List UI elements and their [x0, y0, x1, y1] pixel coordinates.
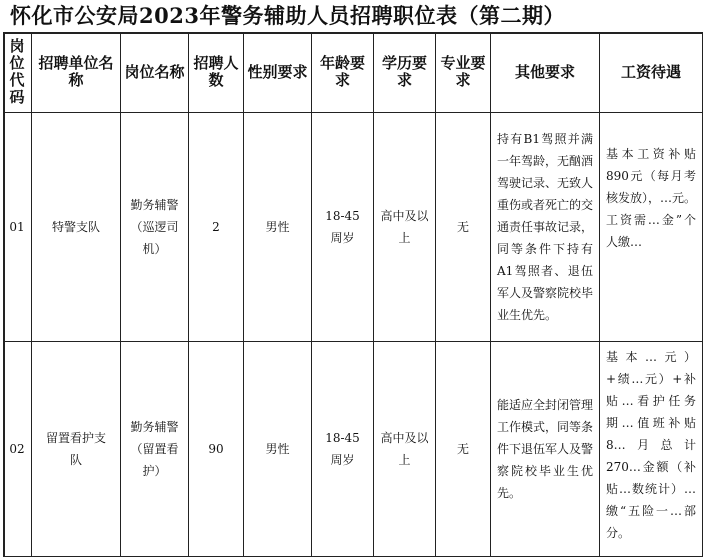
- header-major: 专业要求: [436, 32, 491, 113]
- row1-unit: 特警支队: [32, 113, 121, 342]
- header-edu: 学历要求: [374, 32, 436, 113]
- header-post: 岗位名称: [121, 32, 189, 113]
- row1-major: 无: [436, 113, 491, 342]
- row1-code: 01: [3, 113, 32, 342]
- row2-major: 无: [436, 342, 491, 557]
- header-count: 招聘人数: [189, 32, 244, 113]
- row2-gender: 男性: [244, 342, 312, 557]
- document-title: 怀化市公安局2023年警务辅助人员招聘职位表（第二期）: [10, 3, 565, 28]
- row1-other: 持有B1驾照并满一年驾龄，无酗酒驾驶记录、无致人重伤或者死亡的交通责任事故记录，同等条件下持有A1驾照者、退伍军人及警察院校毕业生优先。: [491, 113, 600, 342]
- row2-post: 勤务辅警（留置看护）: [121, 342, 189, 557]
- header-other: 其他要求: [491, 32, 600, 113]
- row1-gender: 男性: [244, 113, 312, 342]
- row2-count: 90: [189, 342, 244, 557]
- header-gender: 性别要求: [244, 32, 312, 113]
- row1-count: 2: [189, 113, 244, 342]
- row2-edu: 高中及以上: [374, 342, 436, 557]
- row1-salary: 基本工资补贴890元（每月考核发放），…元。工资需…金”个人缴…: [600, 113, 703, 342]
- row1-edu: 高中及以上: [374, 113, 436, 342]
- header-salary: 工资待遇: [600, 32, 703, 113]
- row2-salary: 基本…元）+绩…元）+补贴…看护任务期…值班补贴8…月总计270…金额（补贴…数统计）…缴“五险一…部分。: [600, 342, 703, 557]
- header-unit: 招聘单位名称: [32, 32, 121, 113]
- row2-age: 18-45周岁: [312, 342, 374, 557]
- row1-age: 18-45周岁: [312, 113, 374, 342]
- header-age: 年龄要求: [312, 32, 374, 113]
- row2-code: 02: [3, 342, 32, 557]
- row1-post: 勤务辅警（巡逻司机）: [121, 113, 189, 342]
- row2-other: 能适应全封闭管理工作模式，同等条件下退伍军人及警察院校毕业生优先。: [491, 342, 600, 557]
- header-code: 岗位代码: [3, 32, 32, 113]
- row2-unit: 留置看护支队: [32, 342, 121, 557]
